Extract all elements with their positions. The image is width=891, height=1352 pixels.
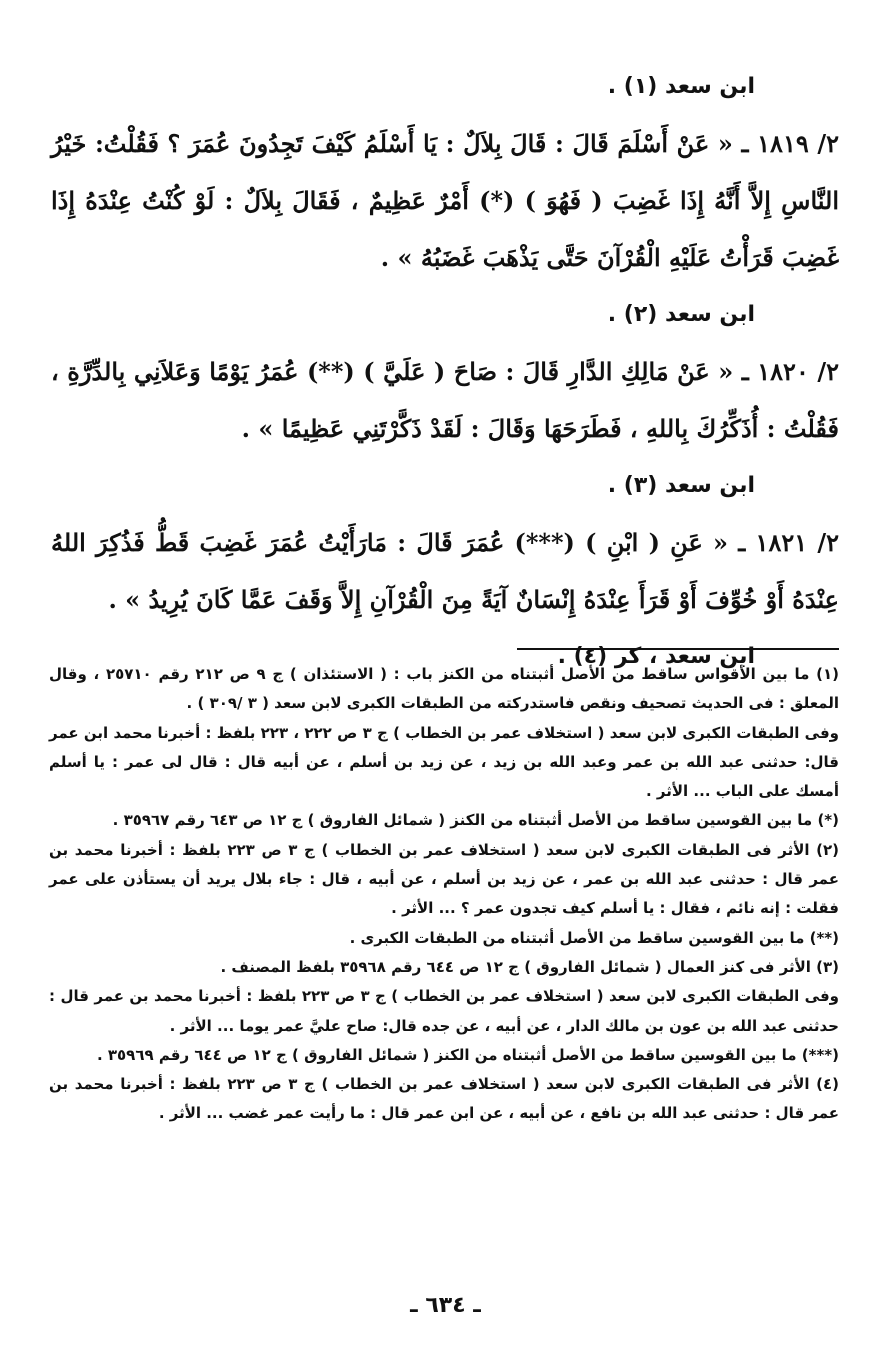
source-citation-2: ابن سعد (٢) . <box>607 302 755 327</box>
page-number: ـ ٦٣٤ ـ <box>410 1293 481 1318</box>
main-text-block <box>51 58 839 685</box>
footnote-star-3: (***) ما بين القوسين ساقط من الأصل أثبتناه من الكنز ( شمائل الفاروق ) ج ١٢ ص ٦٤٤ رقم ٣٥٩٦٩ . <box>96 1045 839 1064</box>
footnote-1-continued: وفى الطبقات الكبرى لابن سعد ( استخلاف عمر بن الخطاب ) ج ٣ ص ٢٢٢ ، ٢٢٣ بلفظ : أخبرنا محمد ابن عمر قال: حدثنى عبد الله بن عمر وعبد الله بن زيد ، عن زيد بن أسلم ، عن أبيه قال : قال لى عمر : يا أسلم أمسك على الباب ... الأثر . <box>49 723 840 801</box>
hadith-1819: ٢/ ١٨١٩ ـ « عَنْ أَسْلَمَ قَالَ : قَالَ بِلاَلٌ : يَا أَسْلَمُ كَيْفَ تَجِدُونَ عُمَرَ ؟ فَقُلْتُ: خَيْرُ النَّاسِ إِلاَّ أَنَّهُ إِذَا غَضِبَ ( فَهُوَ ) (*) أَمْرٌ عَظِيمٌ ، فَقَالَ بِلاَلٌ : لَوْ كُنْتُ عِنْدَهُ إِذَا غَضِبَ قَرَأْتُ عَلَيْهِ الْقُرْآنَ حَتَّى يَذْهَبَ غَضَبُهُ » . <box>51 129 839 272</box>
footnote-star-1: (*) ما بين القوسين ساقط من الأصل أثبتناه من الكنز ( شمائل الفاروق ) ج ١٢ ص ٦٤٣ رقم ٣٥٩٦٧ . <box>112 811 839 830</box>
footnote-1: (١) ما بين الأقواس ساقط من الأصل أثبتناه من الكنز باب : ( الاستئذان ) ج ٩ ص ٢١٢ رقم ٢٥٧١٠ ، وقال المعلق : فى الحديث تصحيف ونقص فاستدركته من الطبقات الكبرى لابن سعد ( ٣ /٣٠٩ ) . <box>49 665 839 713</box>
source-citation-4: ابن سعد ، كر (٤) . <box>557 644 755 669</box>
footnote-2: (٢) الأثر فى الطبقات الكبرى لابن سعد ( استخلاف عمر بن الخطاب ) ج ٣ ص ٢٢٣ بلفظ : أخبرنا محمد بن عمر قال : حدثنى عبد الله بن عمر ، عن زيد بن أسلم ، عن أبيه ، قال : جاء بلال يريد أن يستأذن على عمر فقلت : إنه نائم ، فقال : يا أسلم كيف تجدون عمر ؟ ... الأثر . <box>49 840 840 918</box>
hadith-1820: ٢/ ١٨٢٠ ـ « عَنْ مَالِكِ الدَّارِ قَالَ : صَاحَ ( عَلَيَّ ) (**) عُمَرُ يَوْمًا وَعَلاَنِي بِالدِّرَّةِ ، فَقُلْتُ : أُذَكِّرُكَ بِاللهِ ، فَطَرَحَهَا وَقَالَ : لَقَدْ ذَكَّرْتَنِي عَظِيمًا » . <box>51 357 839 443</box>
source-citation-3: ابن سعد (٣) . <box>607 473 755 498</box>
footnote-3: (٣) الأثر فى كنز العمال ( شمائل الفاروق ) ج ١٢ ص ٦٤٤ رقم ٣٥٩٦٨ بلفظ المصنف . <box>220 957 839 976</box>
footnotes-block <box>49 660 839 1129</box>
footnote-divider <box>517 648 839 650</box>
footnote-4: (٤) الأثر فى الطبقات الكبرى لابن سعد ( استخلاف عمر بن الخطاب ) ج ٣ ص ٢٢٣ بلفظ : أخبرنا محمد بن عمر قال : حدثنى عبد الله بن نافع ، عن أبيه ، عن ابن عمر قال : ما رأيت عمر غضب ... الأثر . <box>49 1075 840 1123</box>
source-citation-1: ابن سعد (١) . <box>607 74 755 99</box>
footnote-3-continued: وفى الطبقات الكبرى لابن سعد ( استخلاف عمر بن الخطاب ) ج ٣ ص ٢٢٣ بلفظ : أخبرنا محمد بن عمر قال : حدثنى عبد الله بن عون بن مالك الدار ، عن أبيه ، عن جده قال: صاح عليَّ عمر يوما ... الأثر . <box>49 987 839 1035</box>
hadith-1821: ٢/ ١٨٢١ ـ « عَنِ ( ابْنِ ) (***) عُمَرَ قَالَ : مَارَأَيْتُ عُمَرَ غَضِبَ قَطُّ فَذُكِرَ اللهُ عِنْدَهُ أَوْ خُوِّفَ أَوْ قَرَأَ عِنْدَهُ إِنْسَانٌ آيَةً مِنَ الْقُرْآنِ إِلاَّ وَقَفَ عَمَّا كَانَ يُرِيدُ » . <box>51 528 840 614</box>
footnote-star-2: (**) ما بين القوسين ساقط من الأصل أثبتناه من الطبقات الكبرى . <box>349 928 839 947</box>
